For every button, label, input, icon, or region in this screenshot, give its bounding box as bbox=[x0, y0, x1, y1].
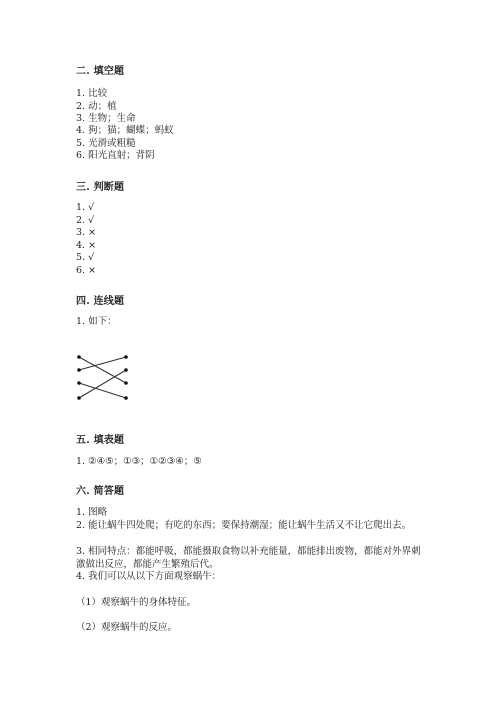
short-answer-item: 1. 图略 bbox=[76, 507, 108, 518]
short-answer-item: 2. 能让蜗牛四处爬；有吃的东西；要保持潮湿；能让蜗牛生活又不让它爬出去。 bbox=[76, 520, 412, 531]
fill-blank-item: 2. 动；植 bbox=[76, 101, 117, 112]
section-title-judge: 三. 判断题 bbox=[76, 182, 125, 193]
table-item: 1. ②④⑤；①③；①②③④；⑤ bbox=[76, 456, 202, 467]
fill-blank-item: 6. 阳光直射；背阴 bbox=[76, 150, 155, 161]
right-dot bbox=[124, 396, 128, 400]
match-line bbox=[79, 357, 126, 383]
left-dot bbox=[77, 368, 81, 372]
section-title-table: 五. 填表题 bbox=[76, 435, 125, 446]
right-dot bbox=[124, 355, 128, 359]
fill-blank-item: 4. 狗；猫；蝴蝶；蚂蚁 bbox=[76, 125, 174, 136]
section-title-short-answer: 六. 简答题 bbox=[76, 486, 125, 497]
match-line bbox=[79, 357, 126, 370]
matching-item: 1. 如下： bbox=[76, 316, 117, 327]
short-answer-item: 3. 相同特点：都能呼吸，都能摄取食物以补充能量，都能排出废物，都能对外界刺激做出反应，都能产生繁殖后代。 bbox=[76, 546, 421, 570]
fill-blank-item: 1. 比较 bbox=[76, 88, 108, 99]
judge-item: 3. × bbox=[76, 227, 97, 238]
judge-item: 2. √ bbox=[76, 215, 95, 226]
judge-item: 1. √ bbox=[76, 202, 95, 213]
match-line bbox=[79, 383, 126, 398]
judge-item: 5. √ bbox=[76, 252, 95, 263]
short-answer-sub-item: （1）观察蜗牛的身体特征。 bbox=[76, 597, 197, 608]
fill-blank-item: 3. 生物；生命 bbox=[76, 113, 136, 124]
section-title-fill-blank: 二. 填空题 bbox=[76, 66, 125, 77]
section-title-matching: 四. 连线题 bbox=[76, 296, 125, 307]
left-dot bbox=[77, 381, 81, 385]
left-dot bbox=[77, 396, 81, 400]
short-answer-sub-item: （2）观察蜗牛的反应。 bbox=[76, 622, 178, 633]
right-dot bbox=[124, 368, 128, 372]
left-dot bbox=[77, 355, 81, 359]
fill-blank-item: 5. 光滑或粗糙 bbox=[76, 138, 136, 149]
judge-item: 6. × bbox=[76, 265, 97, 276]
short-answer-item: 4. 我们可以从以下方面观察蜗牛： bbox=[76, 571, 222, 582]
judge-item: 4. × bbox=[76, 240, 97, 251]
match-line bbox=[79, 370, 126, 398]
right-dot bbox=[124, 381, 128, 385]
